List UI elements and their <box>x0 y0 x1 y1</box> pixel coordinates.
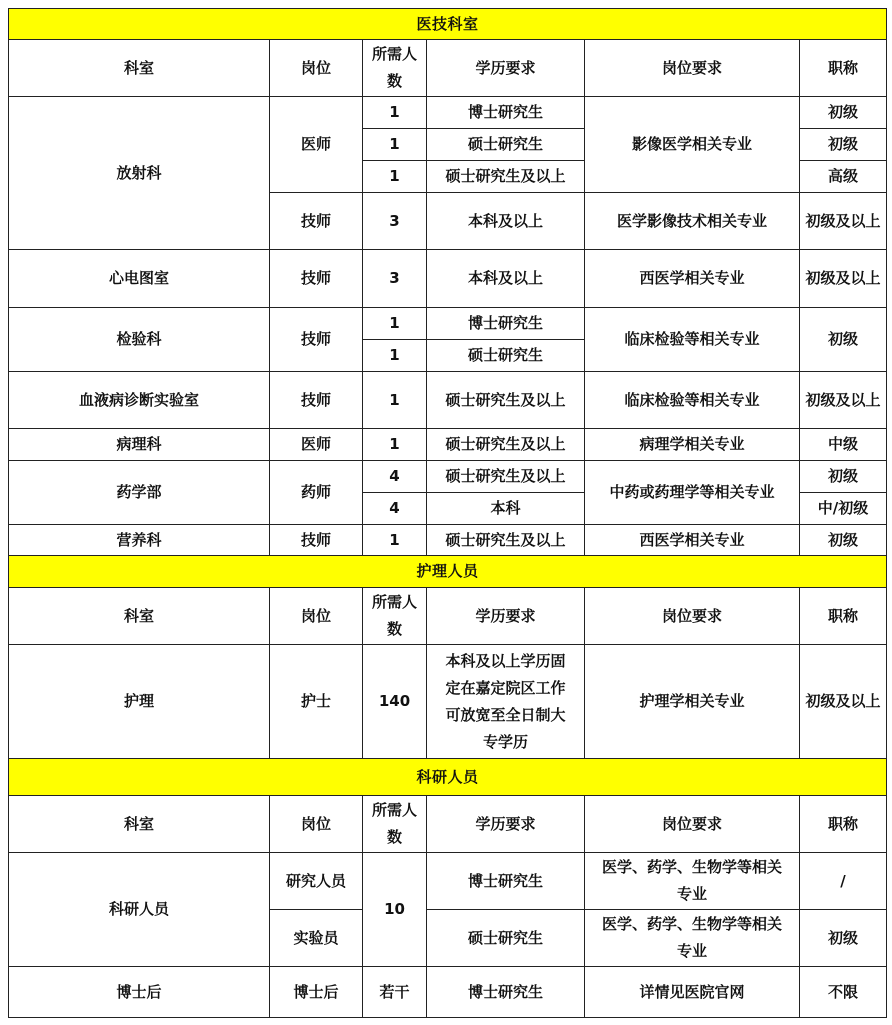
col-header-count: 所需人数 <box>363 588 427 645</box>
count-cell: 1 <box>363 340 427 372</box>
section-header-medtech: 医技科室 <box>9 9 887 40</box>
position-radiology-tech: 技师 <box>270 193 363 250</box>
education-cell: 博士研究生 <box>427 308 585 340</box>
title-cell: 初级 <box>800 461 887 493</box>
position-lab: 技师 <box>270 308 363 372</box>
education-cell: 本科及以上 <box>427 193 585 250</box>
title-cell: 初级及以上 <box>800 372 887 429</box>
count-cell: 4 <box>363 493 427 525</box>
col-header-education: 学历要求 <box>427 588 585 645</box>
col-header-position: 岗位 <box>270 796 363 853</box>
title-cell: 高级 <box>800 161 887 193</box>
requirement-cell: 护理学相关专业 <box>585 645 800 759</box>
requirement-lab: 临床检验等相关专业 <box>585 308 800 372</box>
education-cell: 本科 <box>427 493 585 525</box>
title-cell: 初级及以上 <box>800 645 887 759</box>
dept-lab: 检验科 <box>9 308 270 372</box>
col-header-count: 所需人数 <box>363 796 427 853</box>
education-cell: 硕士研究生及以上 <box>427 161 585 193</box>
requirement-cell: 医学、药学、生物学等相关专业 <box>585 910 800 967</box>
title-cell: 中/初级 <box>800 493 887 525</box>
count-cell: 140 <box>363 645 427 759</box>
position-radiology-doctor: 医师 <box>270 97 363 193</box>
col-header-title: 职称 <box>800 796 887 853</box>
col-header-position: 岗位 <box>270 40 363 97</box>
requirement-cell: 西医学相关专业 <box>585 250 800 308</box>
dept-nutrition: 营养科 <box>9 525 270 556</box>
col-header-education: 学历要求 <box>427 796 585 853</box>
education-cell: 硕士研究生及以上 <box>427 525 585 556</box>
col-header-dept: 科室 <box>9 588 270 645</box>
col-header-count: 所需人数 <box>363 40 427 97</box>
education-cell: 硕士研究生 <box>427 340 585 372</box>
requirement-cell: 病理学相关专业 <box>585 429 800 461</box>
title-cell: / <box>800 853 887 910</box>
education-cell: 博士研究生 <box>427 97 585 129</box>
position-cell: 技师 <box>270 372 363 429</box>
col-header-dept: 科室 <box>9 40 270 97</box>
position-cell: 护士 <box>270 645 363 759</box>
position-cell: 实验员 <box>270 910 363 967</box>
position-cell: 技师 <box>270 525 363 556</box>
count-cell: 3 <box>363 193 427 250</box>
education-cell: 硕士研究生及以上 <box>427 372 585 429</box>
col-header-title: 职称 <box>800 40 887 97</box>
position-cell: 技师 <box>270 250 363 308</box>
position-pharmacy: 药师 <box>270 461 363 525</box>
col-header-requirement: 岗位要求 <box>585 40 800 97</box>
education-cell: 博士研究生 <box>427 853 585 910</box>
col-header-education: 学历要求 <box>427 40 585 97</box>
title-cell: 初级及以上 <box>800 193 887 250</box>
education-cell: 硕士研究生 <box>427 910 585 967</box>
dept-postdoc: 博士后 <box>9 967 270 1018</box>
dept-research: 科研人员 <box>9 853 270 967</box>
title-cell: 中级 <box>800 429 887 461</box>
requirement-pharmacy: 中药或药理学等相关专业 <box>585 461 800 525</box>
dept-hema: 血液病诊断实验室 <box>9 372 270 429</box>
title-cell: 初级及以上 <box>800 250 887 308</box>
count-cell: 1 <box>363 372 427 429</box>
section-header-research: 科研人员 <box>9 759 887 796</box>
requirement-radiology-doctor: 影像医学相关专业 <box>585 97 800 193</box>
count-cell: 若干 <box>363 967 427 1018</box>
title-cell: 初级 <box>800 129 887 161</box>
position-cell: 研究人员 <box>270 853 363 910</box>
dept-pharmacy: 药学部 <box>9 461 270 525</box>
col-header-dept: 科室 <box>9 796 270 853</box>
count-research: 10 <box>363 853 427 967</box>
count-cell: 1 <box>363 97 427 129</box>
requirement-cell: 医学影像技术相关专业 <box>585 193 800 250</box>
title-cell: 初级 <box>800 97 887 129</box>
recruitment-table <box>8 8 887 1018</box>
requirement-cell: 详情见医院官网 <box>585 967 800 1018</box>
requirement-cell: 临床检验等相关专业 <box>585 372 800 429</box>
title-cell: 初级 <box>800 525 887 556</box>
count-cell: 3 <box>363 250 427 308</box>
education-cell: 硕士研究生及以上 <box>427 461 585 493</box>
dept-nursing: 护理 <box>9 645 270 759</box>
position-cell: 博士后 <box>270 967 363 1018</box>
count-cell: 1 <box>363 429 427 461</box>
requirement-cell: 西医学相关专业 <box>585 525 800 556</box>
count-cell: 1 <box>363 525 427 556</box>
col-header-title: 职称 <box>800 588 887 645</box>
requirement-cell: 医学、药学、生物学等相关专业 <box>585 853 800 910</box>
count-cell: 1 <box>363 129 427 161</box>
education-cell: 博士研究生 <box>427 967 585 1018</box>
recruitment-table-wrapper <box>8 8 886 1018</box>
count-cell: 1 <box>363 308 427 340</box>
dept-ecg: 心电图室 <box>9 250 270 308</box>
col-header-position: 岗位 <box>270 588 363 645</box>
title-lab: 初级 <box>800 308 887 372</box>
count-cell: 1 <box>363 161 427 193</box>
section-header-nursing: 护理人员 <box>9 556 887 588</box>
title-cell: 初级 <box>800 910 887 967</box>
col-header-requirement: 岗位要求 <box>585 588 800 645</box>
col-header-requirement: 岗位要求 <box>585 796 800 853</box>
education-cell: 硕士研究生及以上 <box>427 429 585 461</box>
position-cell: 医师 <box>270 429 363 461</box>
count-cell: 4 <box>363 461 427 493</box>
dept-radiology: 放射科 <box>9 97 270 250</box>
education-cell: 本科及以上 <box>427 250 585 308</box>
title-cell: 不限 <box>800 967 887 1018</box>
education-cell: 硕士研究生 <box>427 129 585 161</box>
dept-pathology: 病理科 <box>9 429 270 461</box>
education-cell: 本科及以上学历固定在嘉定院区工作可放宽至全日制大专学历 <box>427 645 585 759</box>
